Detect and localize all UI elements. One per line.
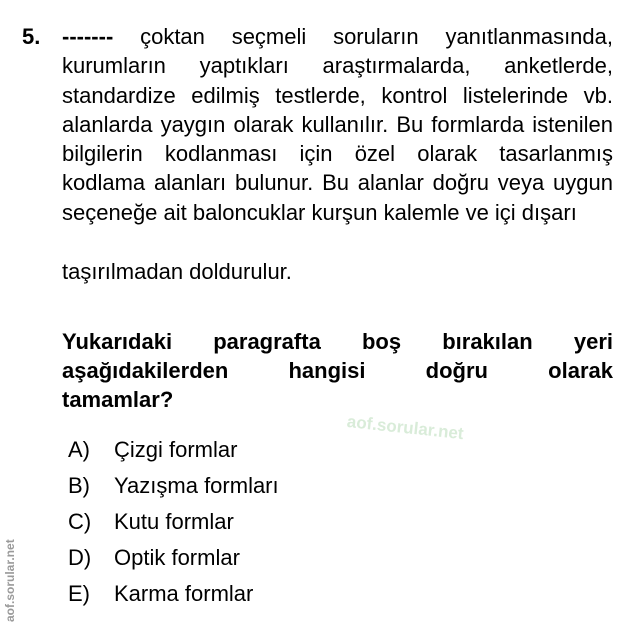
prompt-line-1: Yukarıdaki paragrafta boş bırakılan yeri [62, 329, 613, 354]
option-d[interactable] [68, 542, 279, 578]
option-c[interactable] [68, 506, 279, 542]
prompt-line-3: tamamlar? [62, 387, 174, 412]
option-text: Optik formlar [114, 545, 240, 570]
center-watermark: aof.sorular.net [346, 412, 465, 444]
option-letter: B) [68, 473, 90, 498]
option-b[interactable] [68, 470, 279, 506]
option-a[interactable] [68, 434, 279, 470]
answer-options [68, 434, 279, 614]
option-letter: C) [68, 509, 92, 534]
option-e[interactable] [68, 578, 279, 614]
option-text: Kutu formlar [114, 509, 234, 534]
prompt-line-2: aşağıdakilerden hangisi doğru olarak [62, 358, 613, 383]
question-number: 5. [22, 24, 41, 49]
option-letter: E) [68, 581, 90, 606]
option-text: Yazışma formları [114, 473, 279, 498]
side-watermark: aof.sorular.net [3, 539, 17, 622]
paragraph-last-line: taşırılmadan doldurulur. [62, 259, 292, 284]
paragraph-blank: ------- [62, 24, 114, 49]
option-letter: D) [68, 545, 92, 570]
option-letter: A) [68, 437, 90, 462]
option-text: Karma formlar [114, 581, 254, 606]
paragraph-text: çoktan seçmeli soruların yanıtlanmasında, kurumların yaptıkları araştırmalarda, anketlerde, standardize edilmiş testlerde, kontrol listelerinde vb. alanlarda yaygın olarak kullanılır. Bu formlarda istenilen bilgilerin kodlanması için özel olarak tasarlanmış kodlama alanları bulunur. Bu alanlar doğru veya uygun seçeneğe ait baloncuklar kurşun kalemle ve içi dışarı [62, 24, 613, 225]
question-paragraph [62, 22, 613, 227]
option-text: Çizgi formlar [114, 437, 238, 462]
question-prompt [62, 327, 613, 414]
